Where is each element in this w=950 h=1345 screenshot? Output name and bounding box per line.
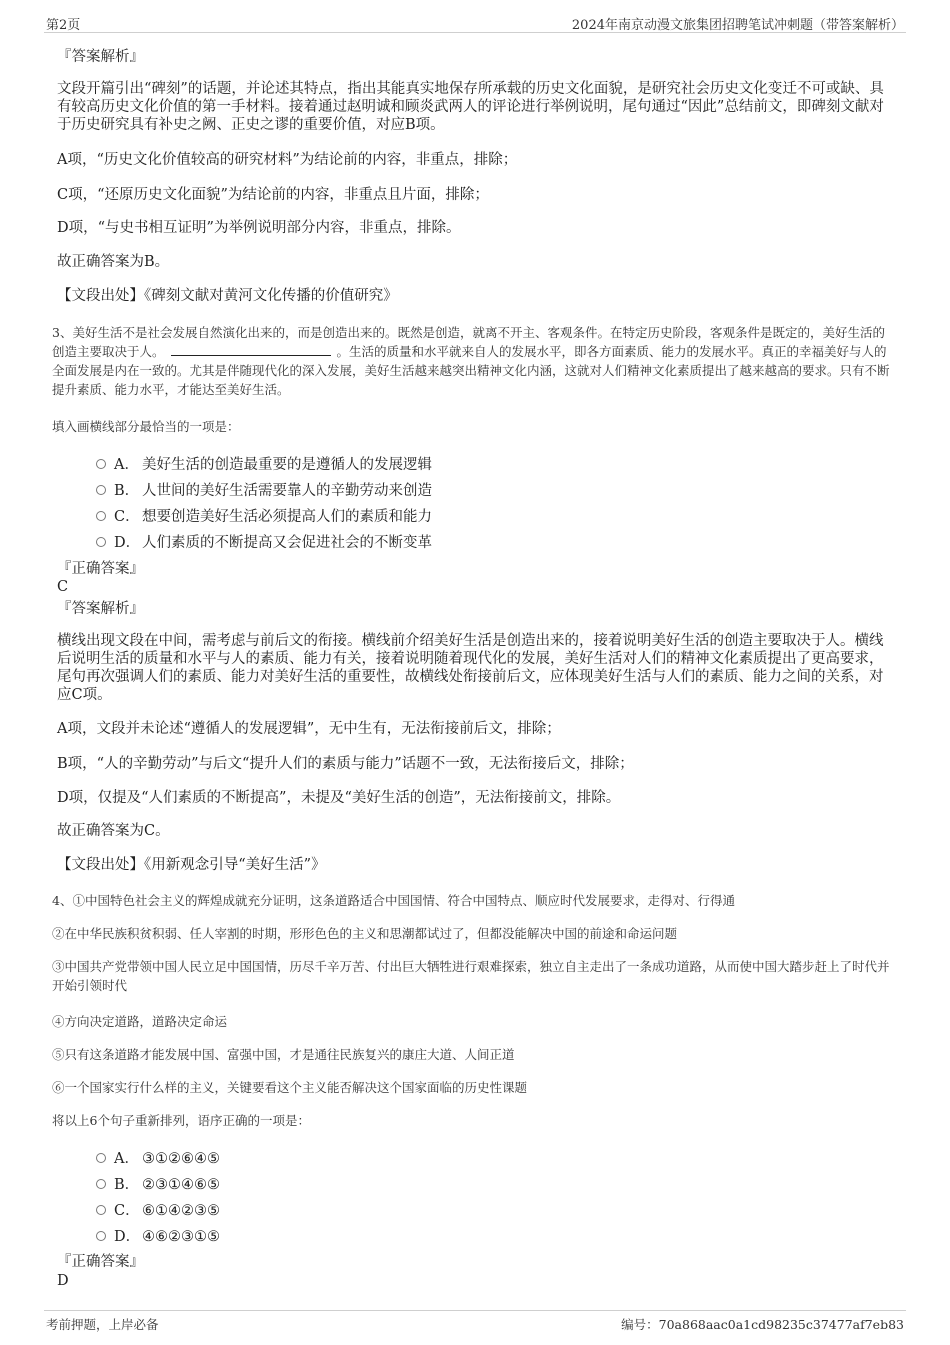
q4-option-c[interactable]: C． ⑥①④②③⑤ (96, 1199, 220, 1219)
q3-conclusion: 故正确答案为C。 (57, 823, 170, 839)
q2-note-a: A项，“历史文化价值较高的研究材料”为结论前的内容，非重点，排除； (57, 152, 518, 168)
q3-option-c[interactable]: C． 想要创造美好生活必须提高人们的素质和能力 (96, 505, 432, 525)
q3-blank (171, 343, 331, 356)
radio-icon[interactable] (96, 459, 106, 469)
q4-answer: D (57, 1273, 69, 1289)
q4-sentence-6: ⑥一个国家实行什么样的主义，关键要看这个主义能否解决这个国家面临的历史性课题 (52, 1080, 528, 1095)
q3-stem (52, 323, 897, 399)
q2-analysis-label: 『答案解析』 (57, 49, 144, 65)
q4-sentence-5: ⑤只有这条道路才能发展中国、富强中国，才是通往民族复兴的康庄大道、人间正道 (52, 1047, 515, 1062)
radio-icon[interactable] (96, 485, 106, 495)
q4-sentence-4: ④方向决定道路，道路决定命运 (52, 1014, 228, 1029)
q4-option-b[interactable]: B． ②③①④⑥⑤ (96, 1173, 220, 1193)
radio-icon[interactable] (96, 1179, 106, 1189)
q3-option-d[interactable]: D． 人们素质的不断提高又会促进社会的不断变革 (96, 531, 432, 551)
q2-conclusion: 故正确答案为B。 (57, 254, 170, 270)
q3-prompt: 填入画横线部分最恰当的一项是： (52, 419, 240, 434)
radio-icon[interactable] (96, 537, 106, 547)
q3-analysis-label: 『答案解析』 (57, 601, 144, 617)
q3-source: 【文段出处】《用新观念引导“美好生活”》 (57, 857, 326, 873)
footer-slogan: 考前押题，上岸必备 (46, 1317, 159, 1332)
radio-icon[interactable] (96, 1231, 106, 1241)
q4-sentence-2: ②在中华民族积贫积弱、任人宰割的时期，形形色色的主义和思潮都试过了，但都没能解决中国的前途和命运问题 (52, 926, 678, 941)
q3-option-a[interactable]: A． 美好生活的创造最重要的是遵循人的发展逻辑 (96, 453, 432, 473)
page-number: 第2页 (46, 18, 81, 33)
q2-source: 【文段出处】《碑刻文献对黄河文化传播的价值研究》 (57, 288, 398, 304)
q4-sentence-1: 4、①中国特色社会主义的辉煌成就充分证明，这条道路适合中国国情、符合中国特点、顺应时代发展要求，走得对、行得通 (52, 893, 735, 908)
q3-answer-label: 『正确答案』 (57, 561, 144, 577)
radio-icon[interactable] (96, 1153, 106, 1163)
radio-icon[interactable] (96, 1205, 106, 1215)
q4-sentence-3: ③中国共产党带领中国人民立足中国国情，历尽千辛万苦、付出巨大牺牲进行艰难探索，独立自主走出了一条成功道路，从而使中国大踏步赶上了时代并开始引领时代 (52, 959, 890, 993)
page-header (44, 10, 906, 33)
q3-stem-part2: 。生活的质量和水平就来自人的发展水平，即各方面素质、能力的发展水平。真正的幸福美好与人的全面发展是内在一致的。尤其是伴随现代化的深入发展，美好生活越来越突出精神文化内涵，这就对人们精神文化素质提出了越来越高的要求。只有不断提升素质、能力水平，才能达至美好生活。 (52, 344, 890, 397)
document-title: 2024年南京动漫文旅集团招聘笔试冲刺题（带答案解析） (571, 18, 904, 33)
q3-note-b: B项，“人的辛勤劳动”与后文“提升人们的素质与能力”话题不一致，无法衔接后文，排除； (57, 756, 634, 772)
q3-option-b[interactable]: B． 人世间的美好生活需要靠人的辛勤劳动来创造 (96, 479, 432, 499)
q4-option-d[interactable]: D． ④⑥②③①⑤ (96, 1225, 220, 1245)
q3-stem-part1: 3、美好生活不是社会发展自然演化出来的，而是创造出来的。既然是创造，就离不开主、客观条件。在特定历史阶段，客观条件是既定的，美好生活的创造主要取决于人。 (52, 325, 885, 359)
q4-prompt: 将以上6个句子重新排列，语序正确的一项是： (52, 1113, 310, 1128)
q2-note-c: C项，“还原历史文化面貌”为结论前的内容，非重点且片面，排除； (57, 187, 489, 203)
radio-icon[interactable] (96, 511, 106, 521)
q4-answer-label: 『正确答案』 (57, 1254, 144, 1270)
q2-note-d: D项，“与史书相互证明”为举例说明部分内容，非重点，排除。 (57, 220, 461, 236)
q3-answer: C (57, 579, 69, 595)
q3-note-a: A项，文段并未论述“遵循人的发展逻辑”，无中生有，无法衔接前后文，排除； (57, 721, 561, 737)
page-footer (44, 1310, 906, 1333)
footer-code: 编号：70a868aac0a1cd98235c37477af7eb83 (621, 1317, 904, 1332)
q3-note-d: D项，仅提及“人们素质的不断提高”，未提及“美好生活的创造”，无法衔接前文，排除。 (57, 790, 621, 806)
q2-analysis-text: 文段开篇引出“碑刻”的话题，并论述其特点，指出其能真实地保存所承载的历史文化面貌，是研究社会历史文化变迁不可或缺、具有较高历史文化价值的第一手材料。接着通过赵明诚和顾炎武两人的评论进行举例说明，尾句通过“因此”总结前文，即碑刻文献对于历史研究具有补史之阙、正史之谬的重要价值，对应B项。 (57, 81, 884, 133)
q3-analysis-text: 横线出现文段在中间，需考虑与前后文的衔接。横线前介绍美好生活是创造出来的，接着说明美好生活的创造主要取决于人。横线后说明生活的质量和水平与人的素质、能力有关，接着说明随着现代化的发展，美好生活对人们的精神文化素质提出了更高要求，尾句再次强调人们的素质、能力对美好生活的重要性，故横线处衔接前后文，应体现美好生活与人们的素质、能力之间的关系，对应C项。 (57, 633, 884, 703)
q4-option-a[interactable]: A． ③①②⑥④⑤ (96, 1147, 220, 1167)
